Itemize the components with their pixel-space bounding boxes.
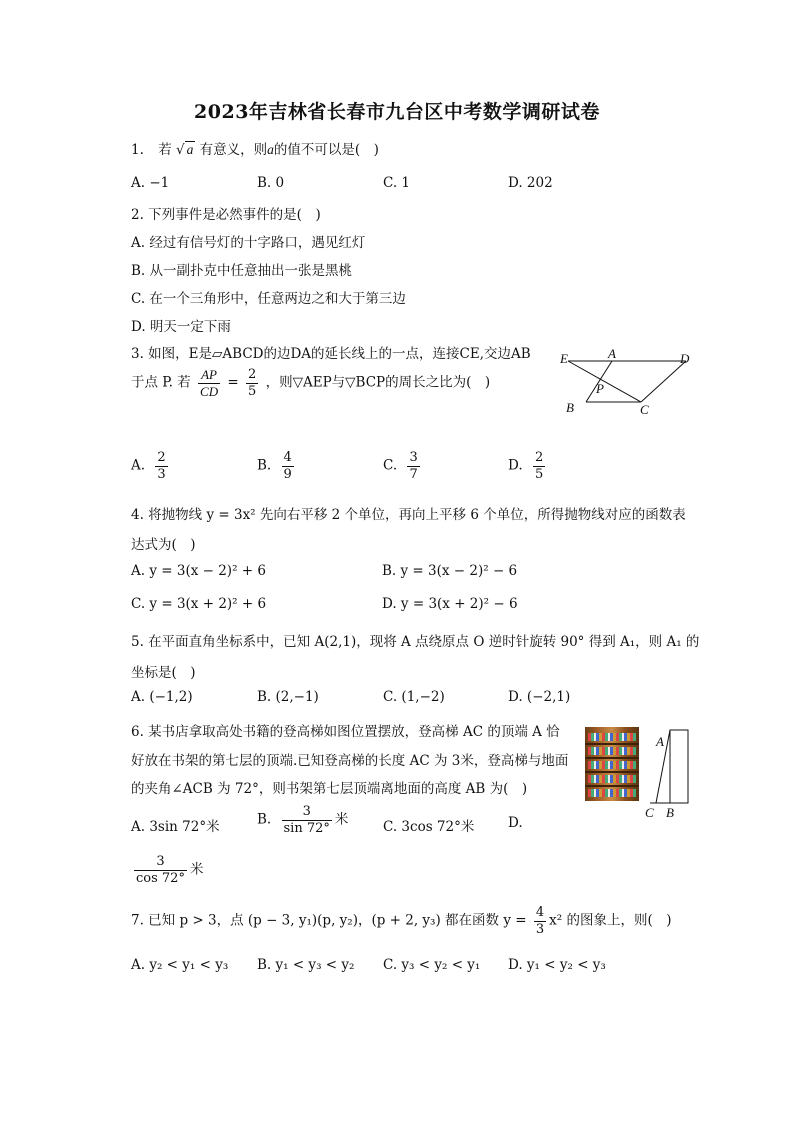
q1-number: 1. [131,142,144,158]
q3-option-a-num: 2 [157,450,166,465]
label-C: C [640,402,649,417]
q3-option-b-label: B. [257,457,272,474]
q6-option-b-fraction [282,805,332,835]
question-6-line2: 好放在书架的第七层的顶端.已知登高梯的长度 AC 为 3米，登高梯与地面 [131,753,569,769]
q5-option-d[interactable]: D. (−2,1) [508,689,571,705]
shelf-books-row [588,747,636,755]
q1-option-c[interactable]: C. 1 [383,175,411,191]
question-7-stem [131,906,672,936]
label-B: B [666,805,674,820]
q1-post: 的值不可以是( ) [273,142,379,158]
q3-value-num: 2 [248,367,257,382]
question-5-line2: 坐标是( ) [131,665,196,681]
question-4-line1: 4. 将抛物线 y = 3x² 先向右平移 2 个单位，再向上平移 6 个单位，所得抛物线对应的函数表 [131,507,686,523]
q3-option-d-num: 2 [534,450,544,465]
page-title: 2023年吉林省长春市九台区中考数学调研试卷 [194,101,600,123]
parallelogram-figure [556,346,696,418]
q1-sqrt: √ a [175,142,194,158]
q4-option-c[interactable]: C. y = 3(x + 2)² + 6 [131,596,267,612]
q3-option-b-fraction [282,451,294,481]
q6-option-b-label: B. [257,811,272,828]
q3-option-d-den: 5 [534,466,544,482]
question-1-stem [131,138,379,158]
q1-mid: 有意义，则 [199,142,268,158]
q6-option-d-unit: 米 [189,861,204,878]
q6-option-b[interactable] [257,805,348,835]
q6-option-d-fraction [134,855,187,885]
q3-equals: = [227,374,239,391]
q2-option-c[interactable]: C. 在一个三角形中，任意两边之和大于第三边 [131,291,406,307]
q1-pre: 若 [158,142,172,158]
q4-option-a[interactable]: A. y = 3(x − 2)² + 6 [131,563,266,579]
q3-option-d-label: D. [508,457,523,474]
line-EC [568,361,641,402]
q3-option-d-fraction [533,451,545,481]
question-6-line3: 的夹角∠ACB 为 72°，则书架第七层顶端离地面的高度 AB 为( ) [131,781,528,797]
q6-option-d[interactable] [131,855,203,885]
q7-frac-num: 4 [535,905,545,920]
question-4-line2: 达式为( ) [131,537,196,553]
q3-option-b-num: 4 [283,450,292,465]
q5-option-b[interactable]: B. (2,−1) [257,689,319,705]
q3-ratio-fraction [198,368,220,398]
bookshelf-rect [670,730,688,803]
q3-line2-post: ，则▽AEP与▽BCP的周长之比为( ) [265,374,491,391]
q4-option-b[interactable]: B. y = 3(x − 2)² − 6 [382,563,518,579]
shelf-board [585,743,639,745]
shelf-board [585,785,639,787]
shelf-books-row [588,775,636,783]
q3-option-a-label: A. [131,457,146,474]
question-3-line1: 3. 如图，E是▱ABCD的边DA的延长线上的一点，连接CE,交边AB [131,346,531,362]
q2-option-d[interactable]: D. 明天一定下雨 [131,319,231,335]
q3-ratio-den: CD [200,383,219,399]
q3-option-c-fraction [407,451,419,481]
q7-fraction [534,906,546,936]
q3-line2-pre: 于点 P. 若 [131,374,191,391]
q3-option-b[interactable] [257,451,297,481]
q3-option-c-den: 7 [409,466,418,482]
q1-option-b[interactable]: B. 0 [257,175,285,191]
q1-var: a [267,142,274,157]
question-3-line2 [131,368,490,398]
q3-option-c-label: C. [383,457,398,474]
q3-value-den: 5 [248,383,257,399]
q7-option-a[interactable]: A. y₂ < y₁ < y₃ [131,957,229,973]
q7-option-b[interactable]: B. y₁ < y₃ < y₂ [257,957,355,973]
question-5-line1: 5. 在平面直角坐标系中，已知 A(2,1)，现将 A 点绕原点 O 逆时针旋转 90° 得到 A₁，则 A₁ 的 [131,634,700,650]
bookshelf-photo [585,727,639,801]
q6-option-b-den: sin 72° [283,820,330,836]
q6-option-b-num: 3 [302,804,311,819]
line-CD [641,361,686,402]
q1-option-a[interactable]: A. −1 [131,175,170,191]
shelf-board [585,757,639,759]
label-D: D [680,351,690,366]
label-B: B [566,400,574,415]
shelf-books-row [588,789,636,797]
q7-option-d[interactable]: D. y₁ < y₂ < y₃ [508,957,606,973]
q2-option-b[interactable]: B. 从一副扑克中任意抽出一张是黑桃 [131,263,353,279]
question-2-stem: 2. 下列事件是必然事件的是( ) [131,207,321,223]
shelf-books-row [588,761,636,769]
q4-option-d[interactable]: D. y = 3(x + 2)² − 6 [382,596,518,612]
q7-frac-den: 3 [535,921,545,937]
q5-option-c[interactable]: C. (1,−2) [383,689,445,705]
question-6-line1: 6. 某书店拿取高处书籍的登高梯如图位置摆放，登高梯 AC 的顶端 A 恰 [131,724,560,740]
q6-option-d-den: cos 72° [136,870,185,886]
label-A: A [608,346,616,361]
q7-pre: 7. 已知 p > 3，点 (p − 3, y₁)(p, y₂)，(p + 2, y₃) 都在函数 y = [131,912,527,929]
q1-radicand: a [186,142,194,157]
label-E: E [560,351,568,366]
q6-option-d-num: 3 [156,854,165,869]
q7-post: x² 的图象上，则( ) [549,912,672,929]
q3-option-a-fraction [155,451,167,481]
q6-option-a[interactable]: A. 3sin 72°米 [131,819,220,835]
q5-option-a[interactable]: A. (−1,2) [131,689,193,705]
q1-option-d[interactable]: D. 202 [508,175,553,191]
q6-option-b-unit: 米 [334,811,349,828]
q3-option-d[interactable] [508,451,548,481]
q3-option-c[interactable] [383,451,423,481]
q3-value-fraction [246,368,258,398]
q6-option-c[interactable]: C. 3cos 72°米 [383,819,475,835]
q3-option-a[interactable] [131,451,171,481]
label-A: A [656,734,664,749]
q3-ratio-num: AP [201,367,217,382]
label-P: P [596,381,604,396]
q7-option-c[interactable]: C. y₃ < y₂ < y₁ [383,957,481,973]
label-C: C [645,805,654,820]
q3-option-c-num: 3 [409,450,418,465]
q6-option-d-label[interactable]: D. [508,815,523,831]
q3-option-a-den: 3 [157,466,166,482]
shelf-board [585,771,639,773]
ladder-figure [642,724,698,822]
q3-option-b-den: 9 [283,466,292,482]
q2-option-a[interactable]: A. 经过有信号灯的十字路口，遇见红灯 [131,235,366,251]
shelf-books-row [588,733,636,741]
